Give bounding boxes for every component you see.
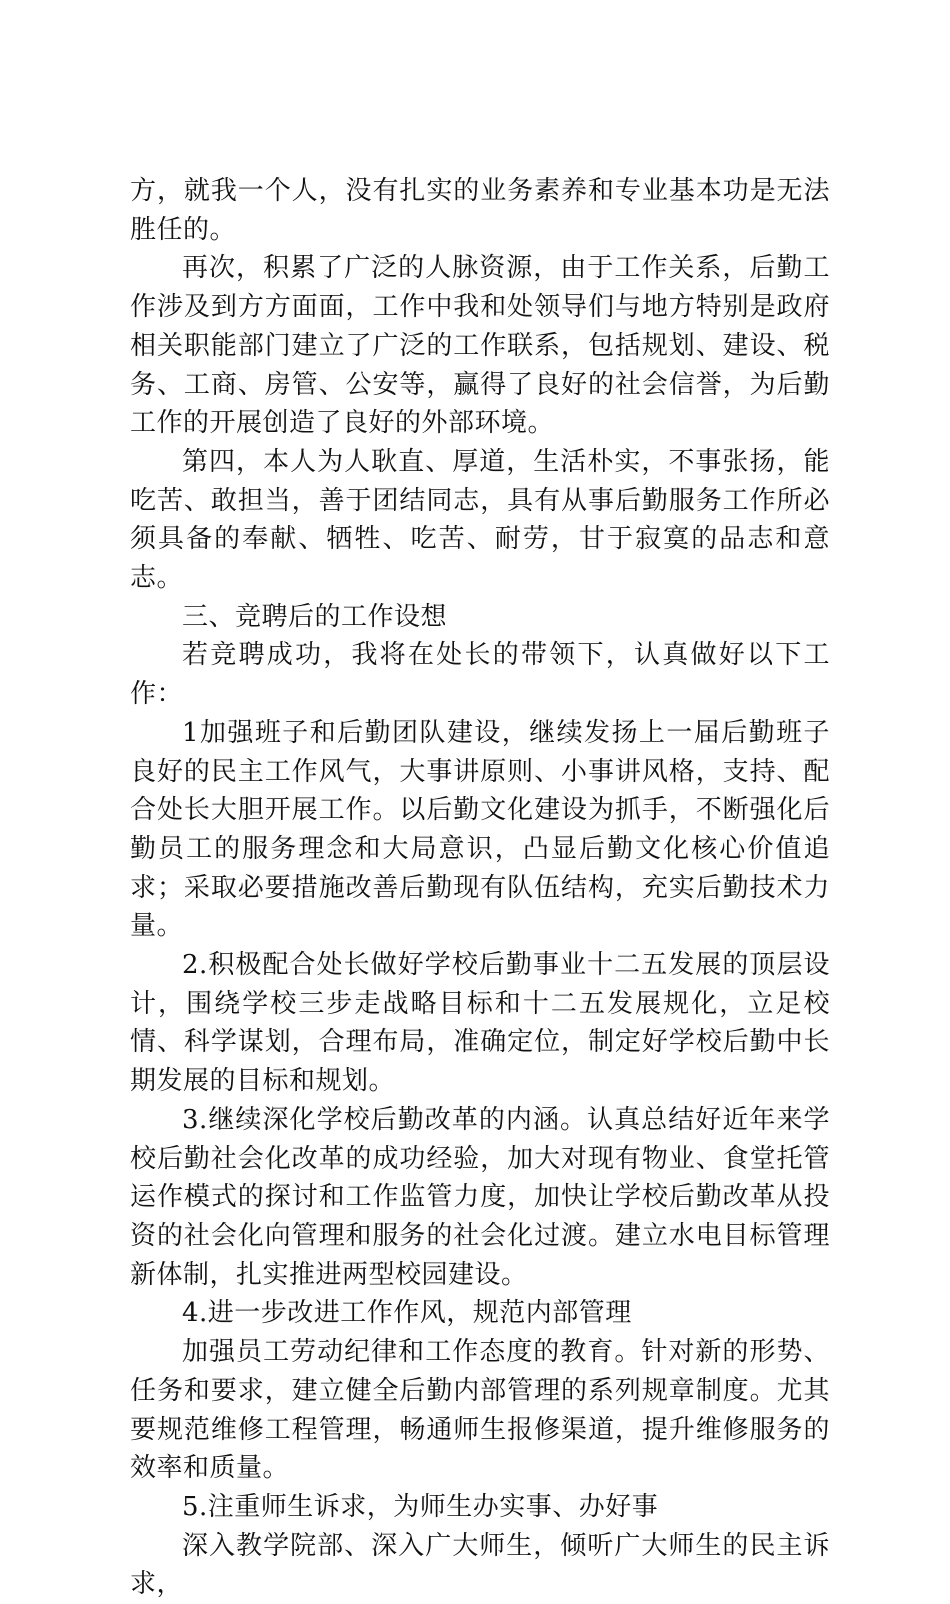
list-item-2: 2.积极配合处长做好学校后勤事业十二五发展的顶层设计，围绕学校三步走战略目标和十二五发展规化，立足校情、科学谋划，合理布局，准确定位，制定好学校后勤中长期发展的目标和规划。 [130, 950, 830, 1097]
paragraph-personal-character: 第四，本人为人耿直、厚道，生活朴实，不事张扬，能吃苦、敢担当，善于团结同志，具有从事后勤服务工作所必须具备的奉献、牺牲、吃苦、耐劳，甘于寂寞的品志和意志。 [130, 446, 830, 594]
list-item-5-body: 深入教学院部、深入广大师生，倾听广大师生的民主诉求， [130, 1530, 830, 1600]
list-item-4-heading: 4.进一步改进工作作风，规范内部管理 [182, 1298, 632, 1329]
paragraph-network-resources: 再次，积累了广泛的人脉资源，由于工作关系，后勤工作涉及到方方面面，工作中我和处领导们与地方特别是政府相关职能部门建立了广泛的工作联系，包括规划、建设、税务、工商、房管、公安等，赢得了良好的社会信誉，为后勤工作的开展创造了良好的外部环境。 [130, 253, 830, 439]
paragraph-continuation: 方，就我一个人，没有扎实的业务素养和专业基本功是无法胜任的。 [130, 176, 830, 245]
paragraph-intro: 若竞聘成功，我将在处长的带领下，认真做好以下工作： [130, 640, 830, 710]
list-item-1: 1加强班子和后勤团队建设，继续发扬上一届后勤班子良好的民主工作风气，大事讲原则、小事讲风格，支持、配合处长大胆开展工作。以后勤文化建设为抓手，不断强化后勤员工的服务理念和大局意识，凸显后勤文化核心价值追求；采取必要措施改善后勤现有队伍结构，充实后勤技术力量。 [130, 717, 830, 942]
section-heading-work-plan: 三、竞聘后的工作设想 [182, 601, 448, 632]
document-body [130, 172, 830, 1604]
list-item-3: 3.继续深化学校后勤改革的内涵。认真总结好近年来学校后勤社会化改革的成功经验，加大对现有物业、食堂托管运作模式的探讨和工作监管力度，加快让学校后勤改革从投资的社会化向管理和服务的社会化过渡。建立水电目标管理新体制，扎实推进两型校园建设。 [130, 1104, 830, 1290]
list-item-5-heading: 5.注重师生诉求，为师生办实事、办好事 [182, 1491, 659, 1522]
list-item-4-body: 加强员工劳动纪律和工作态度的教育。针对新的形势、任务和要求，建立健全后勤内部管理的系列规章制度。尤其要规范维修工程管理，畅通师生报修渠道，提升维修服务的效率和质量。 [130, 1337, 830, 1484]
